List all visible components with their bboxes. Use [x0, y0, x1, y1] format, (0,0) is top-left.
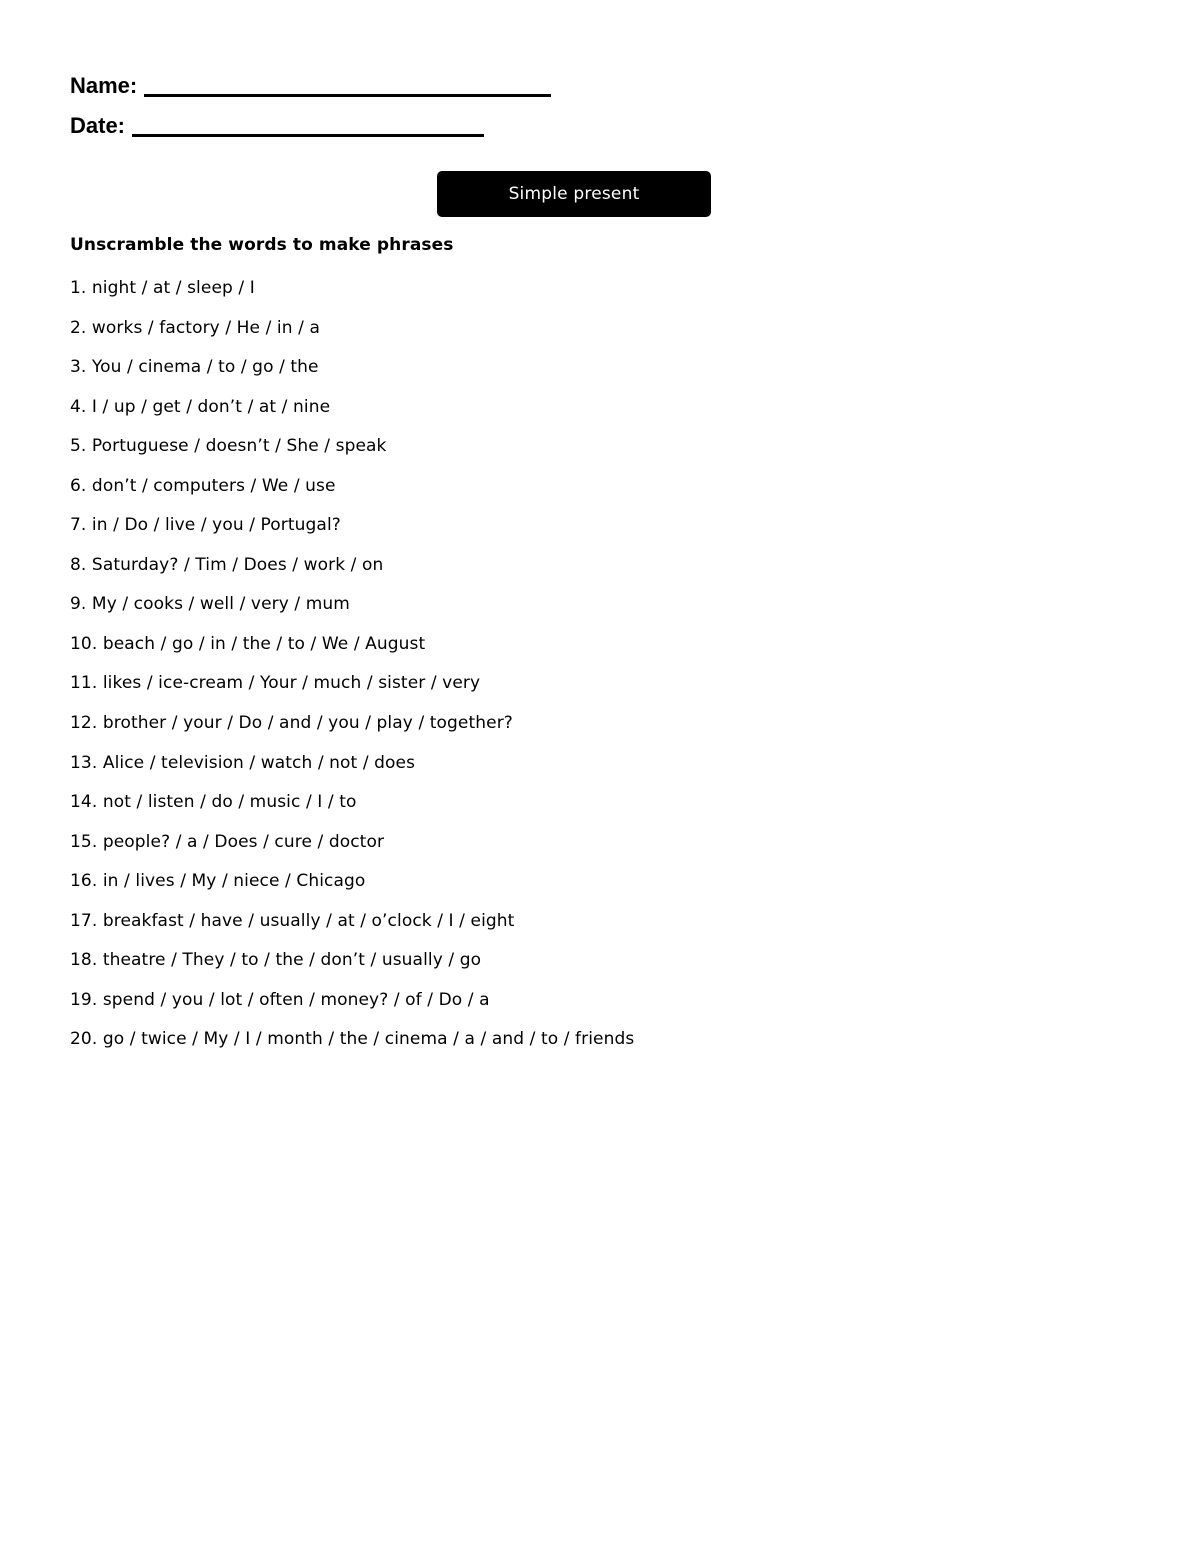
list-item: 5. Portuguese / doesn’t / She / speak — [70, 436, 387, 457]
list-item: 20. go / twice / My / I / month / the / cinema / a / and / to / friends — [70, 1029, 635, 1050]
list-item: 17. breakfast / have / usually / at / o’clock / I / eight — [70, 910, 515, 931]
list-item: 6. don’t / computers / We / use — [70, 475, 336, 496]
list-item: 3. You / cinema / to / go / the — [70, 357, 319, 378]
name-field[interactable] — [70, 72, 551, 99]
list-item: 7. in / Do / live / you / Portugal? — [70, 515, 341, 536]
list-item: 8. Saturday? / Tim / Does / work / on — [70, 554, 384, 575]
list-item: 18. theatre / They / to / the / don’t / usually / go — [70, 950, 482, 971]
name-label: Name: — [70, 73, 138, 98]
list-item: 19. spend / you / lot / often / money? / of / Do / a — [70, 989, 490, 1010]
date-label: Date: — [70, 113, 126, 138]
list-item: 10. beach / go / in / the / to / We / August — [70, 633, 426, 654]
instructions: Unscramble the words to make phrases — [70, 235, 454, 255]
list-item: 2. works / factory / He / in / a — [70, 317, 320, 338]
list-item: 1. night / at / sleep / I — [70, 278, 255, 298]
date-field[interactable] — [70, 112, 484, 139]
list-item: 13. Alice / television / watch / not / does — [70, 752, 416, 773]
list-item: 16. in / lives / My / niece / Chicago — [70, 871, 366, 892]
list-item: 11. likes / ice-cream / Your / much / sister / very — [70, 673, 481, 694]
date-blank-line[interactable] — [132, 112, 484, 137]
list-item: 15. people? / a / Does / cure / doctor — [70, 831, 385, 852]
list-item: 12. brother / your / Do / and / you / play / together? — [70, 713, 513, 734]
exercise-list — [70, 276, 634, 1067]
list-item: 14. not / listen / do / music / I / to — [70, 792, 357, 813]
list-item: 9. My / cooks / well / very / mum — [70, 594, 350, 615]
list-item: 4. I / up / get / don’t / at / nine — [70, 396, 331, 417]
name-blank-line[interactable] — [144, 72, 551, 97]
worksheet-title: Simple present — [437, 171, 711, 217]
